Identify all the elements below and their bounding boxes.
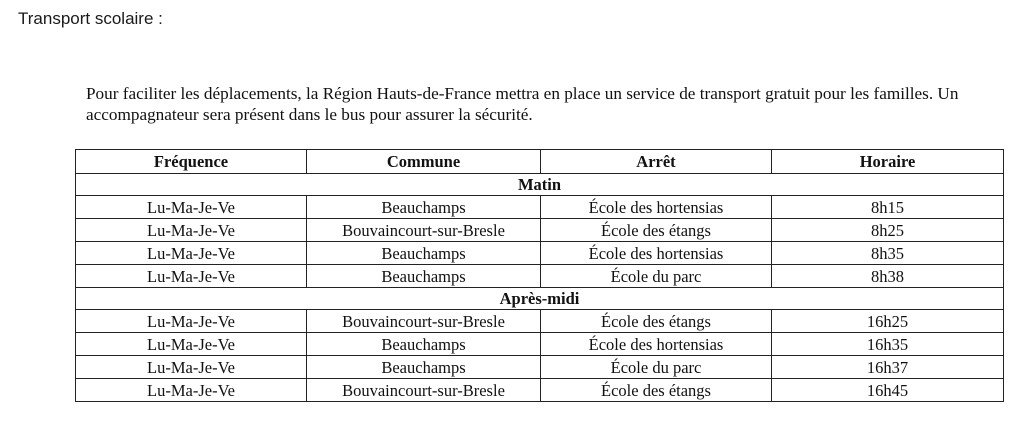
cell-horaire: 16h35 xyxy=(772,333,1004,356)
table-row xyxy=(76,310,1004,333)
header-commune: Commune xyxy=(307,150,541,174)
cell-commune: Bouvaincourt-sur-Bresle xyxy=(307,219,541,242)
table-row xyxy=(76,265,1004,288)
cell-frequence: Lu-Ma-Je-Ve xyxy=(76,356,307,379)
cell-arret: École des hortensias xyxy=(541,333,772,356)
cell-commune: Beauchamps xyxy=(307,356,541,379)
cell-commune: Bouvaincourt-sur-Bresle xyxy=(307,379,541,402)
cell-frequence: Lu-Ma-Je-Ve xyxy=(76,265,307,288)
table-row xyxy=(76,242,1004,265)
cell-horaire: 16h45 xyxy=(772,379,1004,402)
header-horaire: Horaire xyxy=(772,150,1004,174)
cell-frequence: Lu-Ma-Je-Ve xyxy=(76,219,307,242)
cell-commune: Beauchamps xyxy=(307,242,541,265)
cell-arret: École des hortensias xyxy=(541,242,772,265)
cell-horaire: 16h37 xyxy=(772,356,1004,379)
cell-horaire: 8h15 xyxy=(772,196,1004,219)
cell-horaire: 8h25 xyxy=(772,219,1004,242)
cell-arret: École des étangs xyxy=(541,310,772,333)
cell-horaire: 8h38 xyxy=(772,265,1004,288)
section-row-apres-midi xyxy=(76,288,1004,310)
cell-frequence: Lu-Ma-Je-Ve xyxy=(76,196,307,219)
table-header-row xyxy=(76,150,1004,174)
table-row xyxy=(76,219,1004,242)
cell-horaire: 8h35 xyxy=(772,242,1004,265)
page-heading: Transport scolaire : xyxy=(18,9,163,28)
cell-horaire: 16h25 xyxy=(772,310,1004,333)
cell-arret: École des hortensias xyxy=(541,196,772,219)
section-title: Matin xyxy=(76,174,1004,196)
transport-schedule-table xyxy=(75,149,1004,402)
table-row xyxy=(76,196,1004,219)
cell-commune: Beauchamps xyxy=(307,196,541,219)
table-row xyxy=(76,379,1004,402)
header-arret: Arrêt xyxy=(541,150,772,174)
cell-frequence: Lu-Ma-Je-Ve xyxy=(76,333,307,356)
cell-commune: Beauchamps xyxy=(307,333,541,356)
table-row xyxy=(76,356,1004,379)
header-frequence: Fréquence xyxy=(76,150,307,174)
intro-paragraph: Pour faciliter les déplacements, la Région Hauts-de-France mettra en place un service de transport gratuit pour les familles. Un accompagnateur sera présent dans le bus pour assurer la sécurité. xyxy=(86,84,959,124)
cell-frequence: Lu-Ma-Je-Ve xyxy=(76,379,307,402)
table-row xyxy=(76,333,1004,356)
cell-arret: École des étangs xyxy=(541,219,772,242)
section-row-matin xyxy=(76,174,1004,196)
cell-commune: Bouvaincourt-sur-Bresle xyxy=(307,310,541,333)
cell-arret: École du parc xyxy=(541,265,772,288)
cell-frequence: Lu-Ma-Je-Ve xyxy=(76,310,307,333)
cell-arret: École du parc xyxy=(541,356,772,379)
cell-arret: École des étangs xyxy=(541,379,772,402)
cell-frequence: Lu-Ma-Je-Ve xyxy=(76,242,307,265)
cell-commune: Beauchamps xyxy=(307,265,541,288)
section-title: Après-midi xyxy=(76,288,1004,310)
